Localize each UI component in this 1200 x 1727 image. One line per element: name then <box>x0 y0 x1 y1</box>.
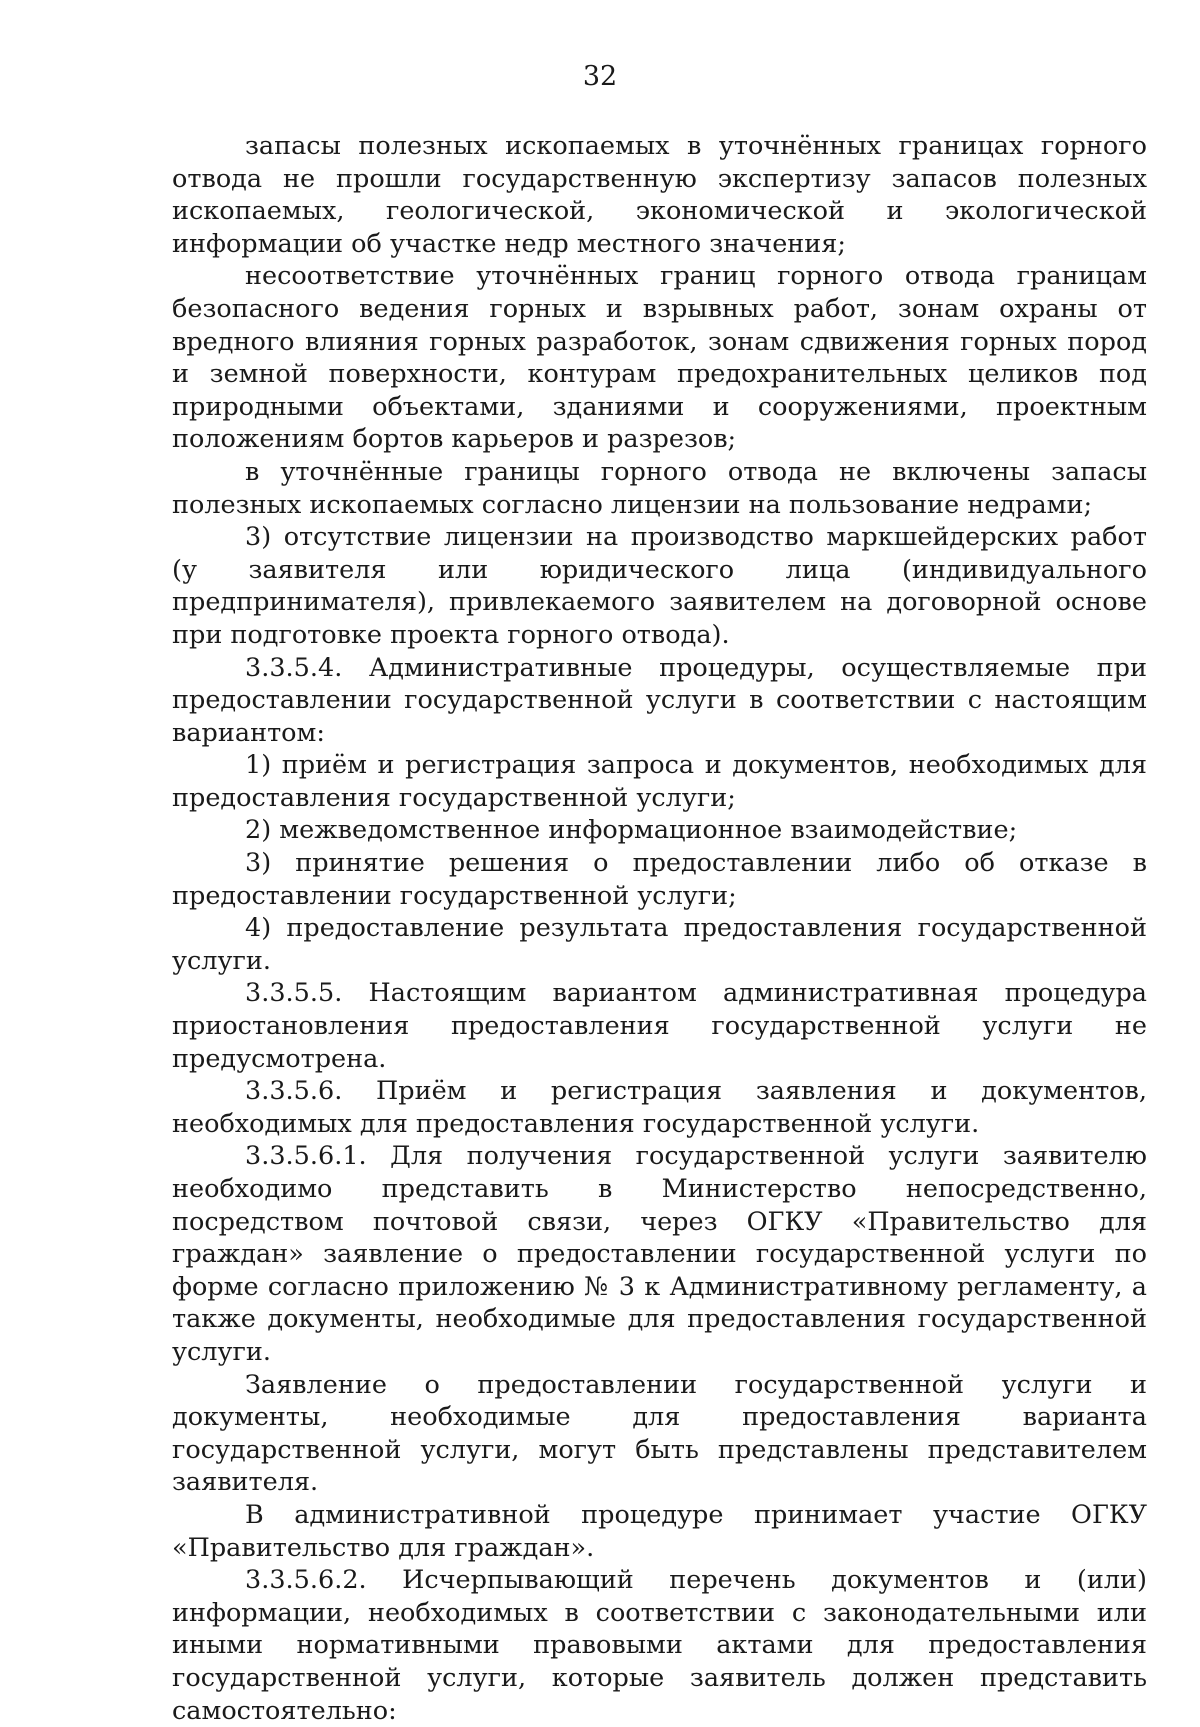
paragraph-5: 3.3.5.4. Административные процедуры, осуществляемые при предоставлении государственной услуги в соответствии с настоящим вариантом: <box>172 652 1147 748</box>
paragraph-2: несоответствие уточнённых границ горного отвода границам безопасного ведения горных и взрывных работ, зонам охраны от вредного влияния горных разработок, зонам сдвижения горных пород и земной поверхности, контурам предохранительных целиков под природными объектами, зданиями и сооружениями, проектным положениям бортов карьеров и разрезов; <box>172 261 1147 455</box>
paragraph-4: 3) отсутствие лицензии на производство маркшейдерских работ (у заявителя или юридического лица (индивидуального предпринимателя), привлекаемого заявителем на договорной основе при подготовке проекта горного отвода). <box>172 522 1147 650</box>
paragraph-11: 3.3.5.6. Приём и регистрация заявления и документов, необходимых для предоставления государственной услуги. <box>172 1076 1147 1139</box>
paragraph-10: 3.3.5.5. Настоящим вариантом административная процедура приостановления предоставления государственной услуги не предусмотрена. <box>172 978 1147 1074</box>
paragraph-7: 2) межведомственное информационное взаимодействие; <box>245 815 1018 846</box>
document-body <box>172 130 1147 1727</box>
paragraph-12: 3.3.5.6.1. Для получения государственной услуги заявителю необходимо представить в Министерство непосредственно, посредством почтовой связи, через ОГКУ «Правительство для граждан» заявление о предоставлении государственной услуги по форме согласно приложению № 3 к Административному регламенту, а также документы, необходимые для предоставления государственной услуги. <box>172 1141 1147 1367</box>
paragraph-15: 3.3.5.6.2. Исчерпывающий перечень документов и (или) информации, необходимых в соответствии с законодательными или иными нормативными правовыми актами для предоставления государственной услуги, которые заявитель должен представить самостоятельно: <box>172 1565 1147 1726</box>
paragraph-6: 1) приём и регистрация запроса и документов, необходимых для предоставления государственной услуги; <box>172 750 1147 813</box>
paragraph-8: 3) принятие решения о предоставлении либо об отказе в предоставлении государственной услуги; <box>172 848 1147 911</box>
paragraph-9: 4) предоставление результата предоставления государственной услуги. <box>172 913 1147 976</box>
paragraph-3: в уточнённые границы горного отвода не включены запасы полезных ископаемых согласно лицензии на пользование недрами; <box>172 456 1147 520</box>
paragraph-14: В административной процедуре принимает участие ОГКУ «Правительство для граждан». <box>172 1499 1147 1563</box>
page-number: 32 <box>582 61 618 92</box>
paragraph-1: запасы полезных ископаемых в уточнённых границах горного отвода не прошли государственную экспертизу запасов полезных ископаемых, геологической, экономической и экологической информации об участке недр местного значения; <box>172 131 1147 259</box>
paragraph-13: Заявление о предоставлении государственной услуги и документы, необходимые для предоставления варианта государственной услуги, могут быть представлены представителем заявителя. <box>172 1369 1147 1498</box>
